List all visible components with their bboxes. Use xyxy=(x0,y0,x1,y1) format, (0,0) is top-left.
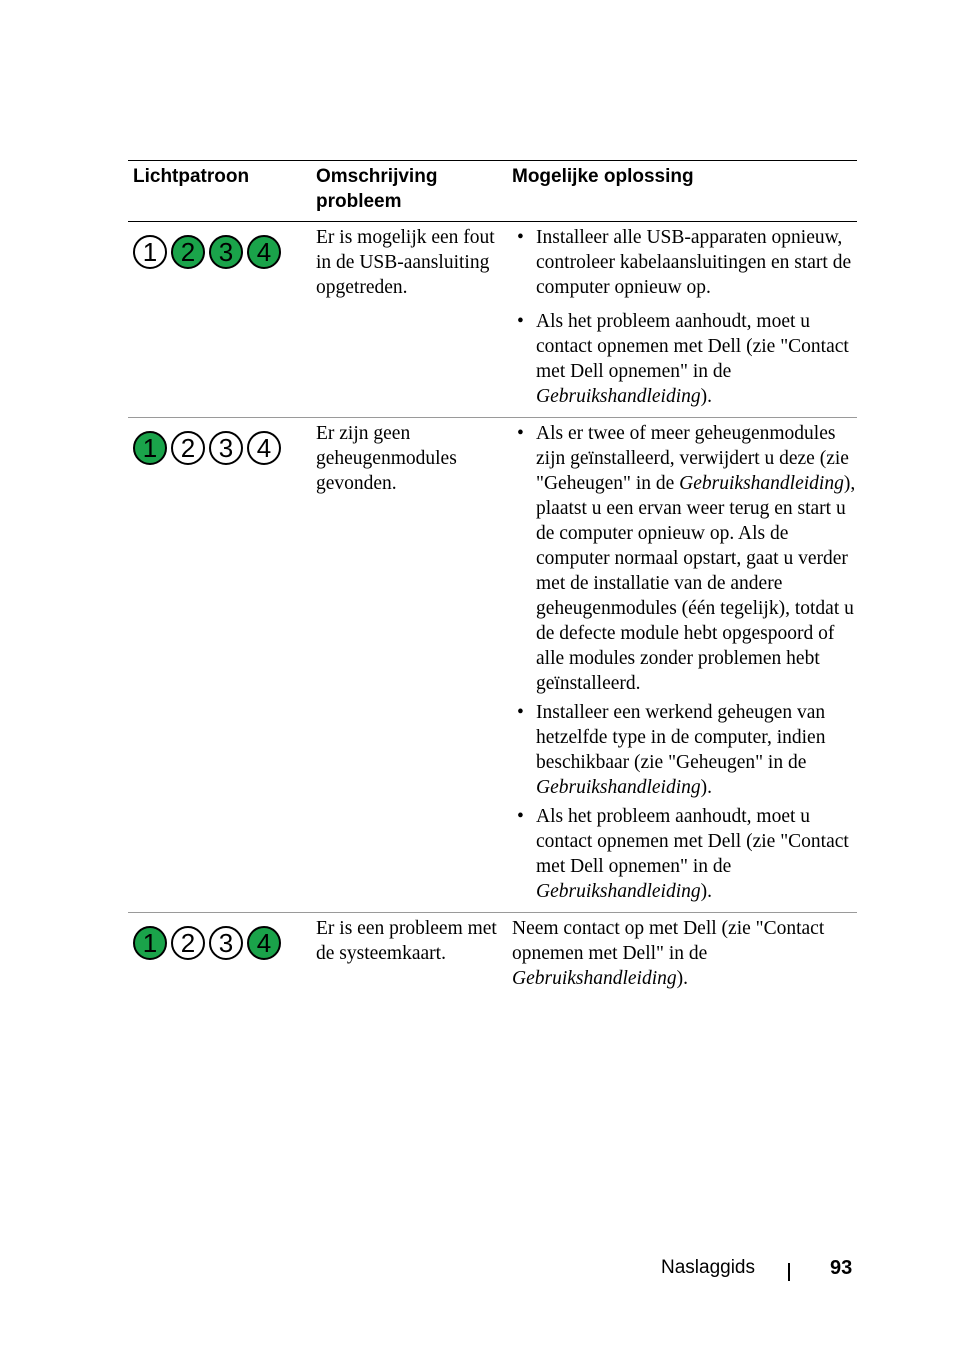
light-pattern-cell xyxy=(128,222,310,417)
light-pattern-cell xyxy=(128,418,310,912)
diagnostic-light-1-icon: 1 xyxy=(133,926,167,960)
diagnostic-light-1-icon: 1 xyxy=(133,431,167,465)
diagnostic-lights xyxy=(133,431,310,465)
problem-description: Er is een probleem met de systeemkaart. xyxy=(316,918,497,964)
light-pattern-cell xyxy=(128,913,310,1001)
problem-description: Er zijn geen geheugenmodules gevonden. xyxy=(316,423,457,494)
solution-item: • Als het probleem aanhoudt, moet u contact opnemen met Dell (zie "Contact met Dell opnemen" in de Gebruikshandleiding). xyxy=(517,311,849,407)
diagnostic-light-2-icon: 2 xyxy=(171,926,205,960)
diagnostic-light-2-icon: 2 xyxy=(171,235,205,269)
solution-list xyxy=(512,421,857,904)
diagnostic-lights xyxy=(133,235,310,269)
diagnostic-light-4-icon: 4 xyxy=(247,926,281,960)
diagnostic-light-3-icon: 3 xyxy=(209,431,243,465)
solution-cell xyxy=(507,418,857,912)
solution-cell: Neem contact op met Dell (zie "Contact opnemen met Dell" in de Gebruikshandleiding). xyxy=(512,918,825,989)
diagnostic-lights xyxy=(133,926,310,960)
header-light-pattern: Lichtpatroon xyxy=(133,166,250,187)
bullet-icon: • xyxy=(517,806,524,827)
bullet-icon: • xyxy=(517,311,524,332)
footer-divider xyxy=(788,1263,790,1281)
footer-section-label: Naslaggids xyxy=(661,1257,755,1278)
solution-cell xyxy=(507,222,857,417)
table-header xyxy=(128,161,857,222)
solution-list xyxy=(512,225,857,409)
bullet-icon: • xyxy=(517,227,524,248)
table-row xyxy=(128,222,857,418)
table-row xyxy=(128,418,857,913)
solution-item: • Als het probleem aanhoudt, moet u contact opnemen met Dell (zie "Contact met Dell opnemen" in de Gebruikshandleiding). xyxy=(517,806,849,902)
page-footer xyxy=(0,1255,954,1285)
diagnostic-light-4-icon: 4 xyxy=(247,235,281,269)
problem-description: Er is mogelijk een fout in de USB-aansluiting opgetreden. xyxy=(316,227,495,298)
bullet-icon: • xyxy=(517,702,524,723)
bullet-icon: • xyxy=(517,423,524,444)
diagnostic-light-4-icon: 4 xyxy=(247,431,281,465)
light-pattern-table xyxy=(128,160,857,1001)
diagnostic-light-2-icon: 2 xyxy=(171,431,205,465)
table-row xyxy=(128,913,857,1001)
diagnostic-light-3-icon: 3 xyxy=(209,926,243,960)
solution-item: • Installeer alle USB-apparaten opnieuw, controleer kabelaansluitingen en start de computer opnieuw op. xyxy=(517,227,852,298)
header-possible-solution: Mogelijke oplossing xyxy=(512,166,694,187)
page-number: 93 xyxy=(830,1257,853,1279)
solution-item: • Als er twee of meer geheugenmodules zijn geïnstalleerd, verwijdert u deze (zie "Geheugen" in de Gebruikshandleiding), plaatst u een ervan weer terug en start u de computer opnieuw op. Als de computer normaal opstart, gaat u verder met de installatie van de andere geheugenmodules (één tegelijk), totdat u de defecte module hebt opgespoord of alle modules zonder problemen hebt geïnstalleerd. xyxy=(517,423,856,694)
header-problem-description: Omschrijving probleem xyxy=(316,166,438,212)
solution-item: • Installeer een werkend geheugen van hetzelfde type in de computer, indien beschikbaar (zie "Geheugen" in de Gebruikshandleiding). xyxy=(517,702,826,798)
diagnostic-light-1-icon: 1 xyxy=(133,235,167,269)
diagnostic-light-3-icon: 3 xyxy=(209,235,243,269)
